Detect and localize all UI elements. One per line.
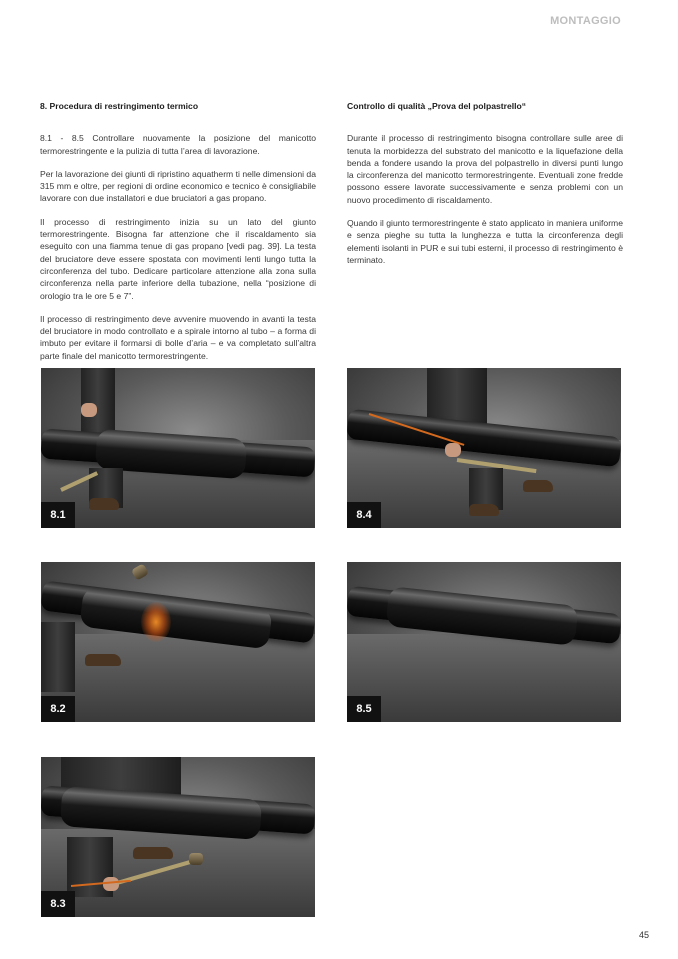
photo-8-5: [347, 562, 621, 722]
photo-8-2: [41, 562, 315, 722]
page-number: 45: [638, 930, 649, 940]
paragraph: Per la lavorazione dei giunti di ripristino aquatherm ti nelle dimensioni da 315 mm e oltre, per regioni di ordine economico e tecnico è consigliabile lavorare con due installatori e due bruciatori a gas propano.: [40, 168, 316, 204]
left-column: [40, 100, 316, 373]
photo-label: 8.5: [347, 696, 381, 722]
photo-8-1: [41, 368, 315, 528]
procedure-heading: 8. Procedura di restringimento termico: [40, 101, 199, 111]
quality-control-heading: Controllo di qualità „Prova del polpastrello“: [347, 101, 527, 111]
right-column: [347, 100, 623, 277]
photo-8-3: [41, 757, 315, 917]
photo-label: 8.4: [347, 502, 381, 528]
section-title: MONTAGGIO: [550, 15, 621, 27]
photo-label: 8.1: [41, 502, 75, 528]
paragraph: Quando il giunto termorestringente è stato applicato in maniera uniforme e senza pieghe su tutta la lunghezza e tutta la circonferenza degli elementi isolanti in PUR e sui tubi esterni, il processo di restringimento è terminato.: [347, 218, 623, 265]
photo-label: 8.2: [41, 696, 75, 722]
paragraph: Durante il processo di restringimento bisogna controllare sulle aree di tenuta la morbidezza del substrato del manicotto e la liquefazione della benda a fondere usando la prova del polpastrello in diversi punti lungo la circonferenza del manicotto termorestringente. Eventuali zone fredde possono essere lavorate successivamente e senza problemi con un nuovo procedimento di riscaldamento.: [347, 133, 623, 205]
paragraph: 8.1 - 8.5 Controllare nuovamente la posizione del manicotto termorestringente e la pulizia di tutta l’area di lavorazione.: [40, 133, 316, 156]
paragraph: Il processo di restringimento inizia su un lato del giunto termorestringente. Bisogna far attenzione che il riscaldamento sia eseguito con una fiamma tenue di gas propano [vedi pag. 39]. La testa del bruciatore deve essere spostata con movimenti lenti lungo tutta la circonferenza del tubo. Dedicare particolare attenzione alla zona sulla circonferenza nella parte inferiore della tubazione, nella “posizione di orologio tra le ore 5 e 7”.: [40, 216, 316, 301]
photo-8-4: [347, 368, 621, 528]
paragraph: Il processo di restringimento deve avvenire muovendo in avanti la testa del bruciatore in modo controllato e a spirale intorno al tubo – a forma di imbuto per evitare il formarsi di bolle d’aria – e va completato sull’altra parte finale del manicotto termorestringente.: [40, 313, 316, 361]
photo-label: 8.3: [41, 891, 75, 917]
